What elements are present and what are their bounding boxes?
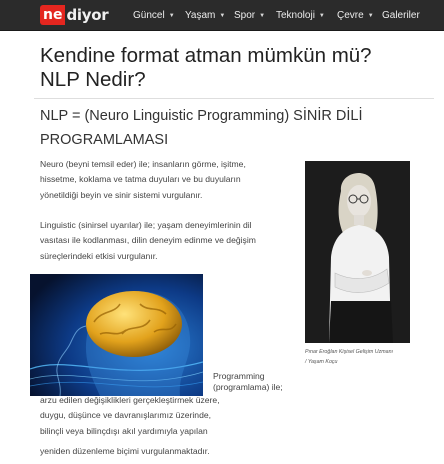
portrait-image bbox=[305, 161, 410, 343]
paragraph-programming-end bbox=[40, 444, 440, 459]
nav-item-label: Galeriler bbox=[382, 10, 420, 21]
article-subtitle bbox=[40, 104, 370, 152]
chevron-down-icon: ▼ bbox=[367, 12, 374, 19]
site-logo[interactable] bbox=[40, 4, 108, 26]
paragraph-programming-intro bbox=[213, 371, 333, 393]
text-line: Programming bbox=[213, 371, 265, 381]
nav-item-yasam[interactable] bbox=[185, 0, 225, 31]
caption-line: / Yaşam Koçu bbox=[305, 359, 338, 365]
text-line: yeniden düzenleme biçimi vurgulanmaktadır. bbox=[40, 446, 210, 456]
nav-item-spor[interactable] bbox=[234, 0, 265, 31]
text-line: yönetildiği beyin ve sinir sistemi vurgulanır. bbox=[40, 189, 203, 200]
caption-line: Pınar Eroğlan Kişisel Gelişim Uzmanı bbox=[305, 349, 394, 355]
paragraph-linguistic bbox=[40, 218, 290, 264]
nav-item-cevre[interactable] bbox=[337, 0, 374, 31]
text-line: bilinçli veya bilinçdışı akıl yardımıyla yapılan bbox=[40, 425, 208, 436]
paragraph-neuro bbox=[40, 157, 290, 203]
text-line: Neuro (beyni temsil eder) ile; insanların görme, işitme, bbox=[40, 159, 246, 169]
nav-item-label: Spor bbox=[234, 10, 256, 21]
logo-ne: ne bbox=[40, 5, 65, 25]
subtitle-line: NLP = (Neuro Linguistic Programming) SİNİR DİLİ bbox=[40, 108, 363, 124]
subtitle-line: PROGRAMLAMASI bbox=[40, 132, 169, 148]
brain-image bbox=[30, 274, 203, 396]
article-title-line: Kendine format atman mümkün mü? bbox=[40, 44, 372, 67]
chevron-down-icon: ▼ bbox=[168, 12, 175, 19]
chevron-down-icon: ▼ bbox=[219, 12, 226, 19]
text-line: süreçlerindeki etkisi vurgulanır. bbox=[40, 250, 158, 261]
text-line: arzu edilen değişiklikleri gerçekleştirmek üzere, bbox=[40, 395, 220, 405]
nav-item-label: Çevre bbox=[337, 10, 364, 21]
text-line: vasıtası ile kodlanması, dilin deneyim edinme ve değişim bbox=[40, 235, 256, 246]
text-line: (programlama) ile; bbox=[213, 382, 283, 392]
author-photo bbox=[305, 161, 410, 343]
nav-item-label: Yaşam bbox=[185, 10, 216, 21]
paragraph-programming bbox=[40, 393, 440, 439]
chevron-down-icon: ▼ bbox=[318, 12, 325, 19]
chevron-down-icon: ▼ bbox=[259, 12, 266, 19]
logo-diyor: diyor bbox=[66, 6, 109, 24]
article-title bbox=[40, 44, 430, 92]
photo-caption bbox=[305, 347, 415, 367]
text-line: Linguistic (sinirsel uyarılar) ile; yaşam deneyimlerinin dil bbox=[40, 220, 252, 230]
nav-item-teknoloji[interactable] bbox=[276, 0, 325, 31]
nav-item-guncel[interactable] bbox=[133, 0, 175, 31]
brain-illustration bbox=[30, 274, 203, 396]
article-title-line: NLP Nedir? bbox=[40, 68, 146, 91]
top-nav-bar bbox=[0, 0, 444, 31]
nav-item-label: Güncel bbox=[133, 10, 165, 21]
text-line: hissetme, koklama ve tatma duyuları ve bu duyuların bbox=[40, 174, 241, 185]
nav-item-label: Teknoloji bbox=[276, 10, 315, 21]
divider bbox=[34, 98, 434, 99]
text-line: duygu, düşünce ve davranışlarımız üzerinde, bbox=[40, 410, 212, 421]
nav-item-galeriler[interactable] bbox=[382, 0, 420, 31]
